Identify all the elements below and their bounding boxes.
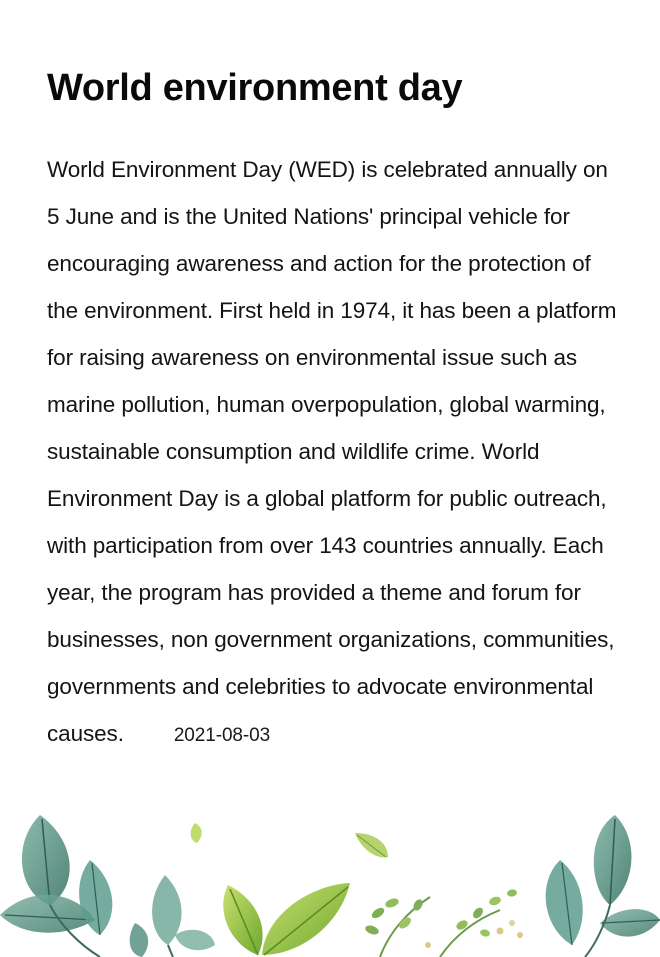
- leaf-border-illustration: [0, 805, 660, 957]
- article-body: [47, 146, 617, 759]
- floating-leaf-icon: [191, 823, 388, 857]
- article: [47, 62, 617, 759]
- right-leaf-cluster-icon: [546, 815, 660, 957]
- left-leaf-cluster-icon: [0, 815, 215, 957]
- article-body-text: World Environment Day (WED) is celebrated annually on 5 June and is the United Nations' principal vehicle for encouraging awareness and action for the protection of the environment. First held in 1974, it has been a platform for raising awareness on environmental issue such as marine pollution, human overpopulation, global warming, sustainable consumption and wildlife crime. World Environment Day is a global platform for public outreach, with participation from over 143 countries annually. Each year, the program has provided a theme and forum for businesses, non government organizations, communities, governments and celebrities to advocate environmental causes.: [47, 157, 617, 746]
- article-date: 2021-08-03: [173, 725, 271, 746]
- sprig-cluster-icon: [364, 889, 523, 957]
- article-title: World environment day: [47, 67, 463, 109]
- center-green-leaves-icon: [223, 883, 350, 955]
